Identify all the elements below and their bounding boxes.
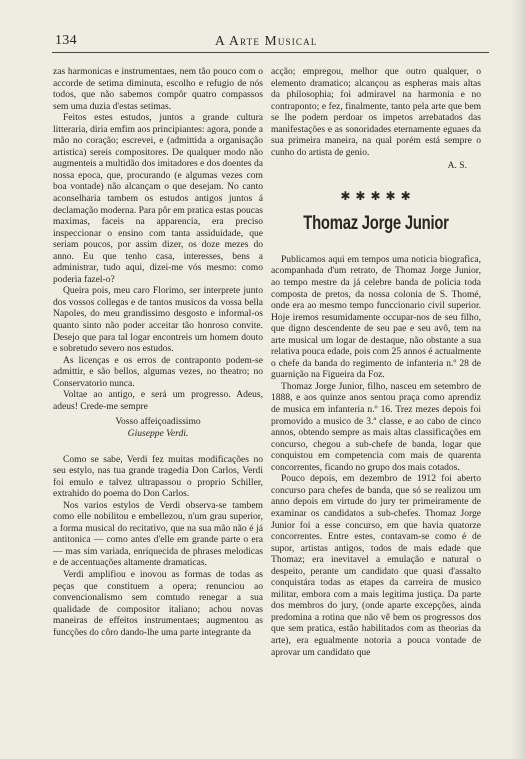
left-column bbox=[53, 66, 263, 638]
paragraph: Publicamos aqui em tempos uma noticia biografica, acompanhada d'um retrato, de Thomaz Jorge Junior, ao tempo mestre da já celebre banda de policia toda composta de pretos, da nossa colonia de S. Thomé, onde era ao mesmo tempo funccionario civil superior. Hoje iremos resumidamente occupar-nos de seu filho, que digno descendente de seu pae e seu avô, tem na arte musical um logar de destaque, não obstante a sua relativa pouca edade, pois com 25 annos é actualmente o chefe da banda do regimento de infanteria n.º 28 de guarnição na Figueira da Foz. bbox=[271, 253, 481, 381]
paragraph: Feitos estes estudos, juntos a grande cultura litteraria, diria emfim aos principiantes: agora, ponde a mão no coração; escrevei, e (admittida a organisação artistica) sereis compositores. De qualquer modo não augmenteis a multidão dos imitadores e dos doentes da nossa epoca, que, procurando (e algumas vezes com boa vontade) não alcançam o que desejam. No canto aconselharia tambem os estudos antigos juntos á declamação moderna. Para pôr em pratica estas poucas maximas, faceis na apparencia, era preciso inspeccionar o ensino com tanta assiduidade, que seriam poucos, por assim dizer, os doze mezes do anno. Eu que tenho casa, interesses, bens a administrar, tudo aqui, dizei-me vós mesmo: como poderia fazel-o? bbox=[53, 112, 263, 285]
header-rule bbox=[52, 52, 489, 53]
paragraph: Verdi amplifiou e inovou as formas de todas as peças que constituem a opera; renunciou ao convencionalismo sem comtudo renegar a sua qualidade de compositor italiano; achou novas maneiras de effeitos instrumentaes; augmentou as funcções do côro dando-lhe uma parte integrante da bbox=[53, 568, 263, 638]
page-edge-shadow bbox=[512, 0, 526, 759]
paragraph: Queira pois, meu caro Florimo, ser interprete junto dos vossos collegas e de tantos musicos da vossa bella Napoles, do meu grandissimo desgosto e informal-os quanto sinto não poder acceitar tão honroso convite. Desejo que para tal logar encontreis um homem douto e sobretudo severo nos estudos. bbox=[53, 285, 263, 355]
running-title: A Arte Musical bbox=[215, 33, 318, 48]
paragraph: Nos varios estylos de Verdi observa-se tambem como elle nobilitou e embellezou, n'um grau superior, a forma musical do recitativo, que na sua mão não é já antitonica — como antes d'elle em grande parte o era — mas sim variada, enriquecida de phrases melodicas e de accentuações altamente dramaticas. bbox=[53, 499, 263, 569]
article-title: Thomaz Jorge Junior bbox=[303, 212, 449, 234]
paragraph: As licenças e os erros de contraponto podem-se admittir, e são bellos, algumas vezes, no theatro; no Conservatorio nunca. bbox=[53, 354, 263, 389]
article-author: A. S. bbox=[447, 160, 467, 172]
section-ornament: ✱ ✱ ✱ ✱ ✱ bbox=[340, 188, 412, 203]
paragraph: zas harmonicas e instrumentaes, nem tão pouco com o accorde de setima diminuta, escolho e refugio de nós todos, que não sabemos compôr quatro compassos sem uma duzia d'estas setimas. bbox=[53, 66, 263, 112]
right-column bbox=[271, 66, 481, 658]
paragraph: Voltae ao antigo, e será um progresso. Adeus, adeus! Crede-me sempre bbox=[53, 389, 263, 412]
paragraph: Thomaz Jorge Junior, filho, nasceu em setembro de 1888, e aos quinze anos sentou praça como aprendiz de musica em infanteria n.º 16. Trez mezes depois foi promovido a musico de 3.ª classe, e ao cabo de cinco annos, obtendo sempre as mais altas classificações em concurso, chegou a sub-chefe de banda, logar que conquistou em competencia com mais de quarenta concorrentes, ficando no grupo dos mais cotados. bbox=[271, 380, 481, 473]
paragraph: acção; empregou, melhor que outro qualquer, o elemento dramatico; alcançou as espheras mais altas da philosophia; foi admiravel na harmonia e no contraponto; e fez, finalmente, tanto pela arte que bem se lhe podem perdoar os impetos arrebatados das manifestações e as sonoridades eternamente eguaes da sua primeira maneira, na qual porém está sempre o cunho do artista de genio. bbox=[271, 66, 481, 158]
paragraph: Pouco depois, em dezembro de 1912 foi aberto concurso para chefes de banda, que só se realizou um anno depois em virtude do jury ter primeiramente de examinar os candidatos a sub-chefes. Thomaz Jorge Junior foi a esse concurso, em que havia quatorze concorrentes. Entre estes, contavam-se como é de supor, artistas antigos, todos de mais edade que Thomaz; era inevitavel a emulação e natural o despeito, perante um candidato que quasi d'assalto conquistára todas as etapes da carreira de musico militar, embora com a mais legitima justiça. Da parte dos membros do jury, (onde aparte excepções, ainda predomina a rotina que não vê bem os progressos dos que sem pratica, estão habilitados com as theorias da arte), era egualmente notoria a pouca vontade de aprovar um candidato que bbox=[271, 473, 481, 658]
page-header bbox=[55, 33, 485, 51]
paragraph: Como se sabe, Verdi fez muitas modificações no seu estylo, nas tua grande tragedia Don Carlos, Verdi foi emulo e talvez ultrapassou o proprio Schiller, extrahido do poema do Don Carlos. bbox=[53, 453, 263, 500]
letter-closing: Vosso affeiçoadissimo bbox=[115, 416, 201, 428]
page-number: 134 bbox=[55, 33, 77, 48]
letter-signature: Giuseppe Verdi. bbox=[127, 427, 189, 439]
